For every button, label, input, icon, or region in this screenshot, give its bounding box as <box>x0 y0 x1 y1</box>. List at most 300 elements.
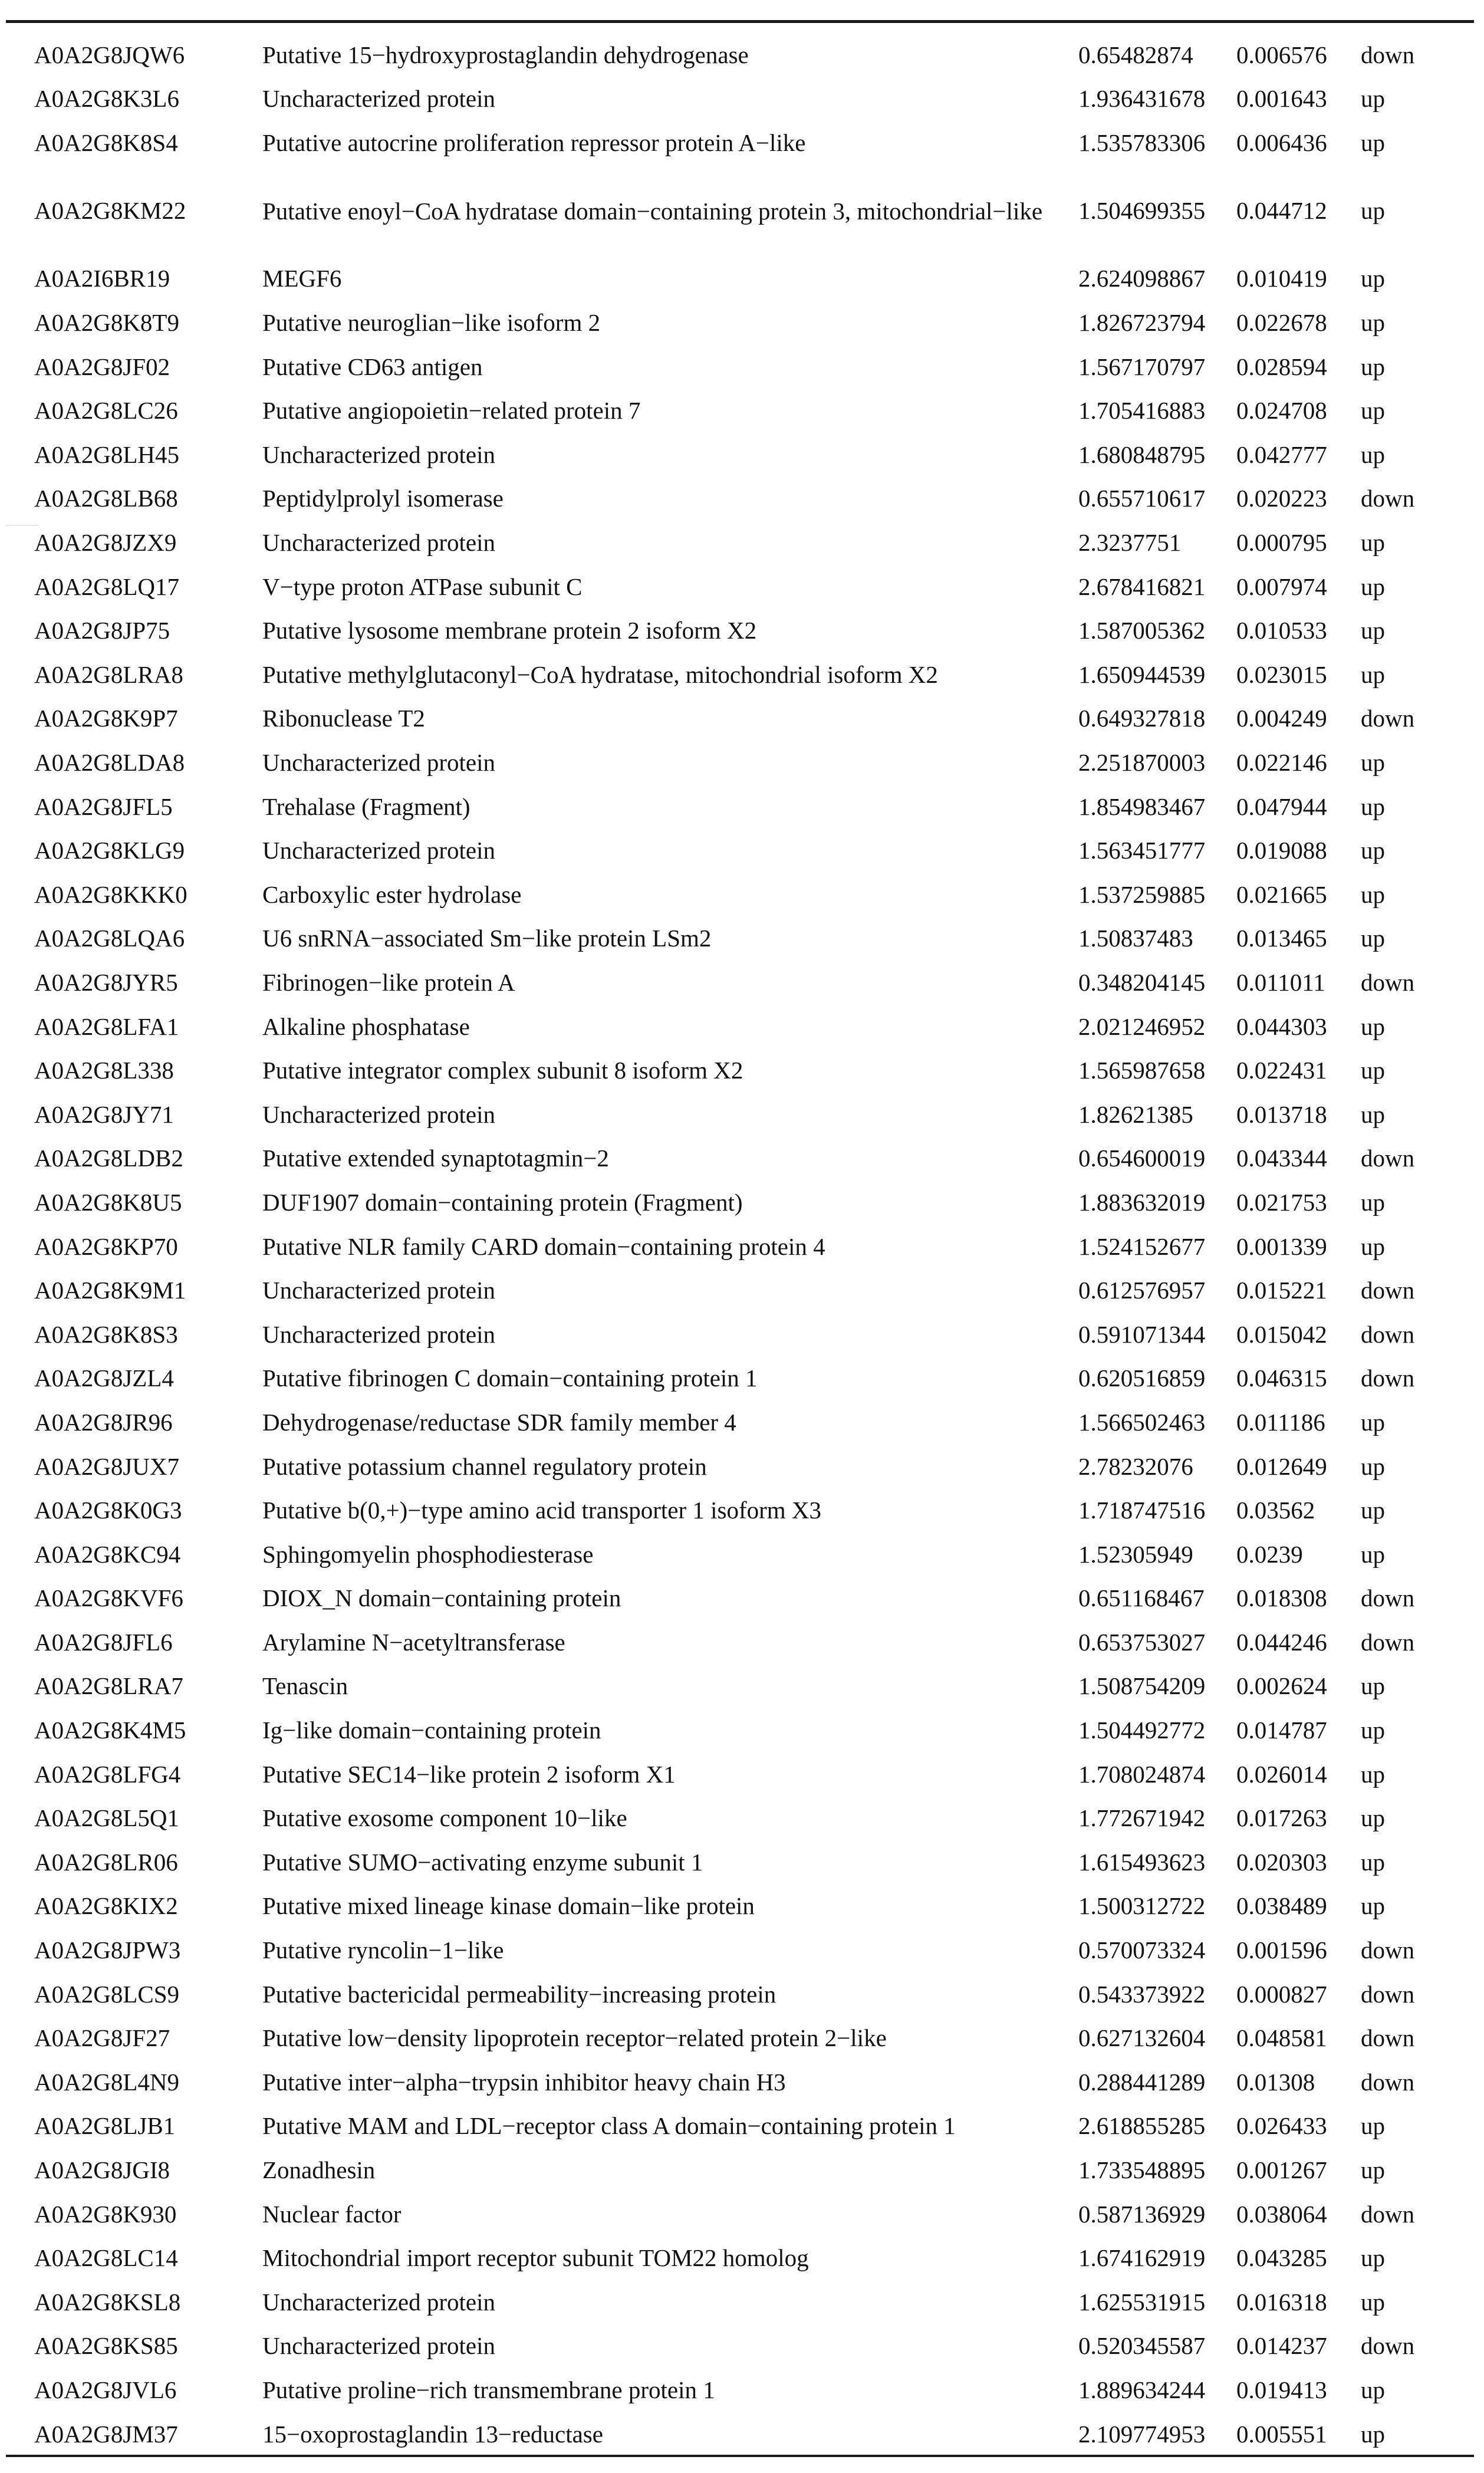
regulation-cell: up <box>1361 2376 1385 2403</box>
table-row <box>0 653 1484 697</box>
regulation-cell: down <box>1361 2332 1415 2360</box>
p-value-cell: 0.014787 <box>1236 1716 1327 1744</box>
p-value-cell: 0.001643 <box>1236 85 1327 113</box>
p-value-cell: 0.000795 <box>1236 529 1327 557</box>
table-row <box>0 565 1484 609</box>
p-value-cell: 0.019413 <box>1236 2376 1327 2403</box>
description-cell: Uncharacterized protein <box>262 440 495 468</box>
p-value-cell: 0.021665 <box>1236 880 1327 908</box>
protein-id-cell: A0A2G8LCS9 <box>34 1980 180 2008</box>
fold-change-cell: 1.650944539 <box>1078 660 1206 688</box>
description-cell: Putative 15−hydroxyprostaglandin dehydrogenase <box>262 41 749 68</box>
table-row <box>0 1972 1484 2017</box>
description-cell: Putative lysosome membrane protein 2 isoform X2 <box>262 617 757 644</box>
description-cell: Putative proline−rich transmembrane protein 1 <box>262 2376 715 2403</box>
protein-id-cell: A0A2G8JP75 <box>34 617 170 644</box>
regulation-cell: down <box>1361 1277 1415 1304</box>
regulation-cell: down <box>1361 485 1415 512</box>
fold-change-cell: 1.504492772 <box>1078 1716 1206 1744</box>
protein-id-cell: A0A2G8JPW3 <box>34 1936 181 1964</box>
description-cell: Putative NLR family CARD domain−containing protein 4 <box>262 1232 825 1260</box>
table-row <box>0 1620 1484 1665</box>
fold-change-cell: 0.612576957 <box>1078 1277 1206 1304</box>
table-row <box>0 1268 1484 1313</box>
table-row <box>0 1048 1484 1093</box>
protein-id-cell: A0A2G8JF02 <box>34 353 170 380</box>
fold-change-cell: 0.587136929 <box>1078 2200 1206 2228</box>
table-row <box>0 1180 1484 1225</box>
table-row <box>0 1885 1484 1929</box>
regulation-cell: down <box>1361 1320 1415 1348</box>
p-value-cell: 0.044712 <box>1236 197 1327 225</box>
description-cell: Carboxylic ester hydrolase <box>262 880 522 908</box>
protein-id-cell: A0A2G8JM37 <box>34 2420 178 2448</box>
regulation-cell: down <box>1361 1936 1415 1964</box>
regulation-cell: up <box>1361 2420 1385 2448</box>
regulation-cell: down <box>1361 1980 1415 2008</box>
protein-id-cell: A0A2I6BR19 <box>34 265 170 292</box>
table-row <box>0 1093 1484 1137</box>
regulation-cell: up <box>1361 1232 1385 1260</box>
protein-id-cell: A0A2G8JZX9 <box>34 529 177 557</box>
regulation-cell: up <box>1361 1760 1385 1788</box>
fold-change-cell: 0.288441289 <box>1078 2068 1206 2096</box>
description-cell: Putative exosome component 10−like <box>262 1804 627 1832</box>
description-cell: Putative fibrinogen C domain−containing protein 1 <box>262 1364 758 1392</box>
protein-id-cell: A0A2G8JVL6 <box>34 2376 177 2403</box>
p-value-cell: 0.042777 <box>1236 440 1327 468</box>
p-value-cell: 0.015042 <box>1236 1320 1327 1348</box>
description-cell: Uncharacterized protein <box>262 1100 495 1128</box>
protein-id-cell: A0A2G8LFG4 <box>34 1760 181 1788</box>
regulation-cell: up <box>1361 2288 1385 2316</box>
p-value-cell: 0.021753 <box>1236 1188 1327 1216</box>
description-cell: Uncharacterized protein <box>262 837 495 864</box>
description-cell: MEGF6 <box>262 265 342 292</box>
protein-id-cell: A0A2G8JYR5 <box>34 968 178 996</box>
table-row <box>0 2060 1484 2104</box>
table-row <box>0 1533 1484 1577</box>
p-value-cell: 0.016318 <box>1236 2288 1327 2316</box>
table-row <box>0 1225 1484 1269</box>
p-value-cell: 0.024708 <box>1236 397 1327 425</box>
table-row <box>0 1445 1484 1489</box>
fold-change-cell: 2.3237751 <box>1078 529 1182 557</box>
protein-id-cell: A0A2G8L5Q1 <box>34 1804 179 1832</box>
description-cell: V−type proton ATPase subunit C <box>262 573 583 600</box>
p-value-cell: 0.013718 <box>1236 1100 1327 1128</box>
regulation-cell: up <box>1361 197 1385 225</box>
fold-change-cell: 0.570073324 <box>1078 1936 1206 1964</box>
table-row <box>0 1928 1484 1972</box>
table-row <box>0 521 1484 565</box>
regulation-cell: up <box>1361 660 1385 688</box>
protein-id-cell: A0A2G8LQA6 <box>34 925 185 952</box>
p-value-cell: 0.006436 <box>1236 129 1327 156</box>
fold-change-cell: 2.624098867 <box>1078 265 1206 292</box>
fold-change-cell: 1.504699355 <box>1078 197 1206 225</box>
regulation-cell: up <box>1361 353 1385 380</box>
fold-change-cell: 1.625531915 <box>1078 2288 1206 2316</box>
protein-id-cell: A0A2G8KVF6 <box>34 1584 183 1612</box>
table-row <box>0 2412 1484 2456</box>
protein-id-cell: A0A2G8KC94 <box>34 1540 181 1568</box>
fold-change-cell: 1.883632019 <box>1078 1188 1206 1216</box>
protein-id-cell: A0A2G8KS85 <box>34 2332 178 2360</box>
protein-id-cell: A0A2G8JGI8 <box>34 2156 170 2184</box>
table-row <box>0 2148 1484 2192</box>
protein-id-cell: A0A2G8K9P7 <box>34 705 178 732</box>
protein-id-cell: A0A2G8K8S3 <box>34 1320 178 1348</box>
protein-id-cell: A0A2G8KP70 <box>34 1232 178 1260</box>
table-row <box>0 917 1484 961</box>
table-row <box>0 785 1484 829</box>
regulation-cell: up <box>1361 440 1385 468</box>
table-row <box>0 1137 1484 1181</box>
protein-id-cell: A0A2G8KM22 <box>34 197 186 225</box>
fold-change-cell: 2.109774953 <box>1078 2420 1206 2448</box>
description-cell: Dehydrogenase/reductase SDR family member 4 <box>262 1408 736 1436</box>
description-cell: Putative bactericidal permeability−increasing protein <box>262 1980 776 2008</box>
table-row <box>0 1400 1484 1445</box>
p-value-cell: 0.026433 <box>1236 2112 1327 2140</box>
table-bottom-rule <box>6 2455 1474 2457</box>
regulation-cell: up <box>1361 749 1385 777</box>
fold-change-cell: 0.348204145 <box>1078 968 1206 996</box>
description-cell: Ig−like domain−containing protein <box>262 1716 601 1744</box>
p-value-cell: 0.022678 <box>1236 309 1327 337</box>
p-value-cell: 0.005551 <box>1236 2420 1327 2448</box>
p-value-cell: 0.01308 <box>1236 2068 1315 2096</box>
p-value-cell: 0.020303 <box>1236 1848 1327 1876</box>
table-top-rule <box>6 20 1474 23</box>
fold-change-cell: 1.535783306 <box>1078 129 1206 156</box>
regulation-cell: up <box>1361 397 1385 425</box>
p-value-cell: 0.017263 <box>1236 1804 1327 1832</box>
p-value-cell: 0.023015 <box>1236 660 1327 688</box>
regulation-cell: up <box>1361 1452 1385 1480</box>
fold-change-cell: 1.566502463 <box>1078 1408 1206 1436</box>
table-row <box>0 1840 1484 1885</box>
protein-id-cell: A0A2G8LRA8 <box>34 660 183 688</box>
description-cell: Zonadhesin <box>262 2156 376 2184</box>
protein-id-cell: A0A2G8K8S4 <box>34 129 178 156</box>
description-cell: Putative ryncolin−1−like <box>262 1936 504 1964</box>
fold-change-cell: 0.627132604 <box>1078 2024 1206 2052</box>
regulation-cell: up <box>1361 85 1385 113</box>
table-row <box>0 1665 1484 1709</box>
regulation-cell: down <box>1361 968 1415 996</box>
fold-change-cell: 1.50837483 <box>1078 925 1193 952</box>
p-value-cell: 0.0239 <box>1236 1540 1303 1568</box>
fold-change-cell: 1.537259885 <box>1078 880 1206 908</box>
table-row <box>0 2237 1484 2281</box>
protein-id-cell: A0A2G8JUX7 <box>34 1452 179 1480</box>
regulation-cell: up <box>1361 265 1385 292</box>
table-row <box>0 121 1484 165</box>
description-cell: Putative MAM and LDL−receptor class A domain−containing protein 1 <box>262 2112 956 2140</box>
p-value-cell: 0.026014 <box>1236 1760 1327 1788</box>
description-cell: Putative autocrine proliferation repressor protein A−like <box>262 129 806 156</box>
description-cell: Uncharacterized protein <box>262 529 495 557</box>
description-cell: Putative low−density lipoprotein receptor−related protein 2−like <box>262 2024 887 2052</box>
description-cell: Uncharacterized protein <box>262 749 495 777</box>
protein-id-cell: A0A2G8JFL6 <box>34 1628 173 1656</box>
table-row <box>0 1313 1484 1357</box>
protein-id-cell: A0A2G8K8T9 <box>34 309 179 337</box>
fold-change-cell: 1.500312722 <box>1078 1892 1206 1920</box>
p-value-cell: 0.001596 <box>1236 1936 1327 1964</box>
table-row <box>0 2324 1484 2369</box>
regulation-cell: down <box>1361 1145 1415 1172</box>
protein-id-cell: A0A2G8LDA8 <box>34 749 185 777</box>
table-row <box>0 1005 1484 1049</box>
description-cell: Putative mixed lineage kinase domain−like protein <box>262 1892 755 1920</box>
regulation-cell: down <box>1361 2200 1415 2228</box>
description-cell: Putative enoyl−CoA hydratase domain−containing protein 3, mitochondrial−like <box>262 197 1043 225</box>
p-value-cell: 0.011011 <box>1236 968 1325 996</box>
regulation-cell: up <box>1361 925 1385 952</box>
fold-change-cell: 1.524152677 <box>1078 1232 1206 1260</box>
table-row <box>0 77 1484 121</box>
description-cell: Putative inter−alpha−trypsin inhibitor heavy chain H3 <box>262 2068 786 2096</box>
p-value-cell: 0.007974 <box>1236 573 1327 600</box>
description-cell: Peptidylprolyl isomerase <box>262 485 504 512</box>
p-value-cell: 0.006576 <box>1236 41 1327 68</box>
regulation-cell: up <box>1361 837 1385 864</box>
fold-change-cell: 0.655710617 <box>1078 485 1206 512</box>
p-value-cell: 0.018308 <box>1236 1584 1327 1612</box>
regulation-cell: up <box>1361 1408 1385 1436</box>
protein-id-cell: A0A2G8KIX2 <box>34 1892 178 1920</box>
protein-id-cell: A0A2G8LR06 <box>34 1848 178 1876</box>
protein-id-cell: A0A2G8JR96 <box>34 1408 173 1436</box>
description-cell: Putative CD63 antigen <box>262 353 483 380</box>
protein-id-cell: A0A2G8JQW6 <box>34 41 185 68</box>
description-cell: Tenascin <box>262 1672 348 1700</box>
description-cell: Uncharacterized protein <box>262 85 495 113</box>
p-value-cell: 0.048581 <box>1236 2024 1327 2052</box>
p-value-cell: 0.011186 <box>1236 1408 1325 1436</box>
fold-change-cell: 1.615493623 <box>1078 1848 1206 1876</box>
protein-id-cell: A0A2G8KSL8 <box>34 2288 181 2316</box>
p-value-cell: 0.004249 <box>1236 705 1327 732</box>
p-value-cell: 0.000827 <box>1236 1980 1327 2008</box>
protein-id-cell: A0A2G8KKK0 <box>34 880 187 908</box>
table-row <box>0 697 1484 741</box>
p-value-cell: 0.028594 <box>1236 353 1327 380</box>
regulation-cell: down <box>1361 2068 1415 2096</box>
table-row <box>0 2104 1484 2149</box>
protein-id-cell: A0A2G8LDB2 <box>34 1145 183 1172</box>
regulation-cell: down <box>1361 41 1415 68</box>
p-value-cell: 0.012649 <box>1236 1452 1327 1480</box>
fold-change-cell: 1.936431678 <box>1078 85 1206 113</box>
fold-change-cell: 0.620516859 <box>1078 1364 1206 1392</box>
regulation-cell: up <box>1361 1540 1385 1568</box>
regulation-cell: up <box>1361 2244 1385 2272</box>
description-cell: Fibrinogen−like protein A <box>262 968 515 996</box>
description-cell: Putative potassium channel regulatory protein <box>262 1452 707 1480</box>
fold-change-cell: 0.654600019 <box>1078 1145 1206 1172</box>
table-row <box>0 477 1484 521</box>
protein-id-cell: A0A2G8K0G3 <box>34 1497 182 1524</box>
fold-change-cell: 1.565987658 <box>1078 1057 1206 1084</box>
description-cell: Uncharacterized protein <box>262 1277 495 1304</box>
fold-change-cell: 1.826723794 <box>1078 309 1206 337</box>
protein-id-cell: A0A2G8K4M5 <box>34 1716 186 1744</box>
protein-id-cell: A0A2G8JZL4 <box>34 1364 174 1392</box>
fold-change-cell: 1.587005362 <box>1078 617 1206 644</box>
regulation-cell: up <box>1361 1057 1385 1084</box>
regulation-cell: down <box>1361 1584 1415 1612</box>
fold-change-cell: 1.705416883 <box>1078 397 1206 425</box>
description-cell: Putative methylglutaconyl−CoA hydratase, mitochondrial isoform X2 <box>262 660 938 688</box>
fold-change-cell: 0.651168467 <box>1078 1584 1205 1612</box>
description-cell: Putative SUMO−activating enzyme subunit 1 <box>262 1848 703 1876</box>
regulation-cell: down <box>1361 2024 1415 2052</box>
table-row <box>0 741 1484 785</box>
regulation-cell: up <box>1361 1892 1385 1920</box>
table-row <box>0 165 1484 257</box>
regulation-cell: up <box>1361 1848 1385 1876</box>
p-value-cell: 0.043344 <box>1236 1145 1327 1172</box>
description-cell: DUF1907 domain−containing protein (Fragment) <box>262 1188 743 1216</box>
regulation-cell: up <box>1361 309 1385 337</box>
regulation-cell: up <box>1361 880 1385 908</box>
fold-change-cell: 2.021246952 <box>1078 1012 1206 1040</box>
p-value-cell: 0.047944 <box>1236 792 1327 820</box>
table-row <box>0 1752 1484 1797</box>
fold-change-cell: 0.591071344 <box>1078 1320 1206 1348</box>
fold-change-cell: 1.680848795 <box>1078 440 1206 468</box>
p-value-cell: 0.014237 <box>1236 2332 1327 2360</box>
protein-id-cell: A0A2G8JY71 <box>34 1100 174 1128</box>
regulation-cell: up <box>1361 1497 1385 1524</box>
p-value-cell: 0.022146 <box>1236 749 1327 777</box>
table-row <box>0 1357 1484 1401</box>
description-cell: Mitochondrial import receptor subunit TOM22 homolog <box>262 2244 809 2272</box>
p-value-cell: 0.015221 <box>1236 1277 1327 1304</box>
protein-id-cell: A0A2G8LH45 <box>34 440 179 468</box>
table-row <box>0 433 1484 477</box>
fold-change-cell: 1.708024874 <box>1078 1760 1206 1788</box>
description-cell: Nuclear factor <box>262 2200 402 2228</box>
fold-change-cell: 1.718747516 <box>1078 1497 1206 1524</box>
protein-id-cell: A0A2G8LFA1 <box>34 1012 179 1040</box>
fold-change-cell: 2.678416821 <box>1078 573 1206 600</box>
table-row <box>0 2017 1484 2061</box>
table-row <box>0 1577 1484 1621</box>
description-cell: Putative b(0,+)−type amino acid transporter 1 isoform X3 <box>262 1497 822 1524</box>
table-row <box>0 873 1484 917</box>
p-value-cell: 0.046315 <box>1236 1364 1327 1392</box>
protein-id-cell: A0A2G8K930 <box>34 2200 177 2228</box>
regulation-cell: up <box>1361 617 1385 644</box>
fold-change-cell: 0.65482874 <box>1078 41 1193 68</box>
p-value-cell: 0.019088 <box>1236 837 1327 864</box>
regulation-cell: up <box>1361 1716 1385 1744</box>
description-cell: Putative integrator complex subunit 8 isoform X2 <box>262 1057 743 1084</box>
regulation-cell: up <box>1361 2112 1385 2140</box>
protein-id-cell: A0A2G8K3L6 <box>34 85 179 113</box>
regulation-cell: up <box>1361 1012 1385 1040</box>
p-value-cell: 0.010533 <box>1236 617 1327 644</box>
fold-change-cell: 0.543373922 <box>1078 1980 1206 2008</box>
table-row <box>0 33 1484 77</box>
description-cell: Ribonuclease T2 <box>262 705 425 732</box>
description-cell: 15−oxoprostaglandin 13−reductase <box>262 2420 603 2448</box>
table-row <box>0 345 1484 389</box>
description-cell: Alkaline phosphatase <box>262 1012 470 1040</box>
regulation-cell: up <box>1361 573 1385 600</box>
table-row <box>0 1488 1484 1533</box>
regulation-cell: down <box>1361 1364 1415 1392</box>
table-row <box>0 1797 1484 1841</box>
description-cell: Uncharacterized protein <box>262 1320 495 1348</box>
protein-id-cell: A0A2G8LJB1 <box>34 2112 176 2140</box>
regulation-cell: down <box>1361 705 1415 732</box>
table-row <box>0 2192 1484 2237</box>
protein-id-cell: A0A2G8L338 <box>34 1057 174 1084</box>
fold-change-cell: 2.618855285 <box>1078 2112 1206 2140</box>
table-row <box>0 389 1484 433</box>
protein-id-cell: A0A2G8L4N9 <box>34 2068 179 2096</box>
protein-id-cell: A0A2G8K8U5 <box>34 1188 182 1216</box>
table-row <box>0 609 1484 653</box>
description-cell: U6 snRNA−associated Sm−like protein LSm2 <box>262 925 712 952</box>
table-row <box>0 1708 1484 1752</box>
fold-change-cell: 1.674162919 <box>1078 2244 1206 2272</box>
p-value-cell: 0.001267 <box>1236 2156 1327 2184</box>
table-row <box>0 301 1484 345</box>
p-value-cell: 0.038489 <box>1236 1892 1327 1920</box>
fold-change-cell: 1.567170797 <box>1078 353 1206 380</box>
description-cell: Putative extended synaptotagmin−2 <box>262 1145 609 1172</box>
regulation-cell: up <box>1361 1100 1385 1128</box>
protein-id-cell: A0A2G8LC14 <box>34 2244 178 2272</box>
protein-id-cell: A0A2G8LRA7 <box>34 1672 183 1700</box>
p-value-cell: 0.038064 <box>1236 2200 1327 2228</box>
protein-id-cell: A0A2G8LQ17 <box>34 573 179 600</box>
protein-id-cell: A0A2G8LC26 <box>34 397 178 425</box>
regulation-cell: up <box>1361 1188 1385 1216</box>
regulation-cell: up <box>1361 529 1385 557</box>
fold-change-cell: 2.78232076 <box>1078 1452 1193 1480</box>
p-value-cell: 0.043285 <box>1236 2244 1327 2272</box>
table-row <box>0 829 1484 873</box>
regulation-cell: up <box>1361 792 1385 820</box>
regulation-cell: up <box>1361 2156 1385 2184</box>
p-value-cell: 0.044246 <box>1236 1628 1327 1656</box>
description-cell: Uncharacterized protein <box>262 2288 495 2316</box>
regulation-cell: up <box>1361 129 1385 156</box>
fold-change-cell: 1.854983467 <box>1078 792 1206 820</box>
protein-id-cell: A0A2G8K9M1 <box>34 1277 186 1304</box>
fold-change-cell: 0.649327818 <box>1078 705 1206 732</box>
description-cell: Uncharacterized protein <box>262 2332 495 2360</box>
regulation-cell: up <box>1361 1804 1385 1832</box>
description-cell: Sphingomyelin phosphodiesterase <box>262 1540 594 1568</box>
protein-id-cell: A0A2G8KLG9 <box>34 837 185 864</box>
table-body <box>0 33 1484 2456</box>
fold-change-cell: 2.251870003 <box>1078 749 1206 777</box>
table-row <box>0 2368 1484 2412</box>
description-cell: Arylamine N−acetyltransferase <box>262 1628 565 1656</box>
regulation-cell: up <box>1361 1672 1385 1700</box>
fold-change-cell: 1.889634244 <box>1078 2376 1206 2403</box>
protein-id-cell: A0A2G8JFL5 <box>34 792 173 820</box>
